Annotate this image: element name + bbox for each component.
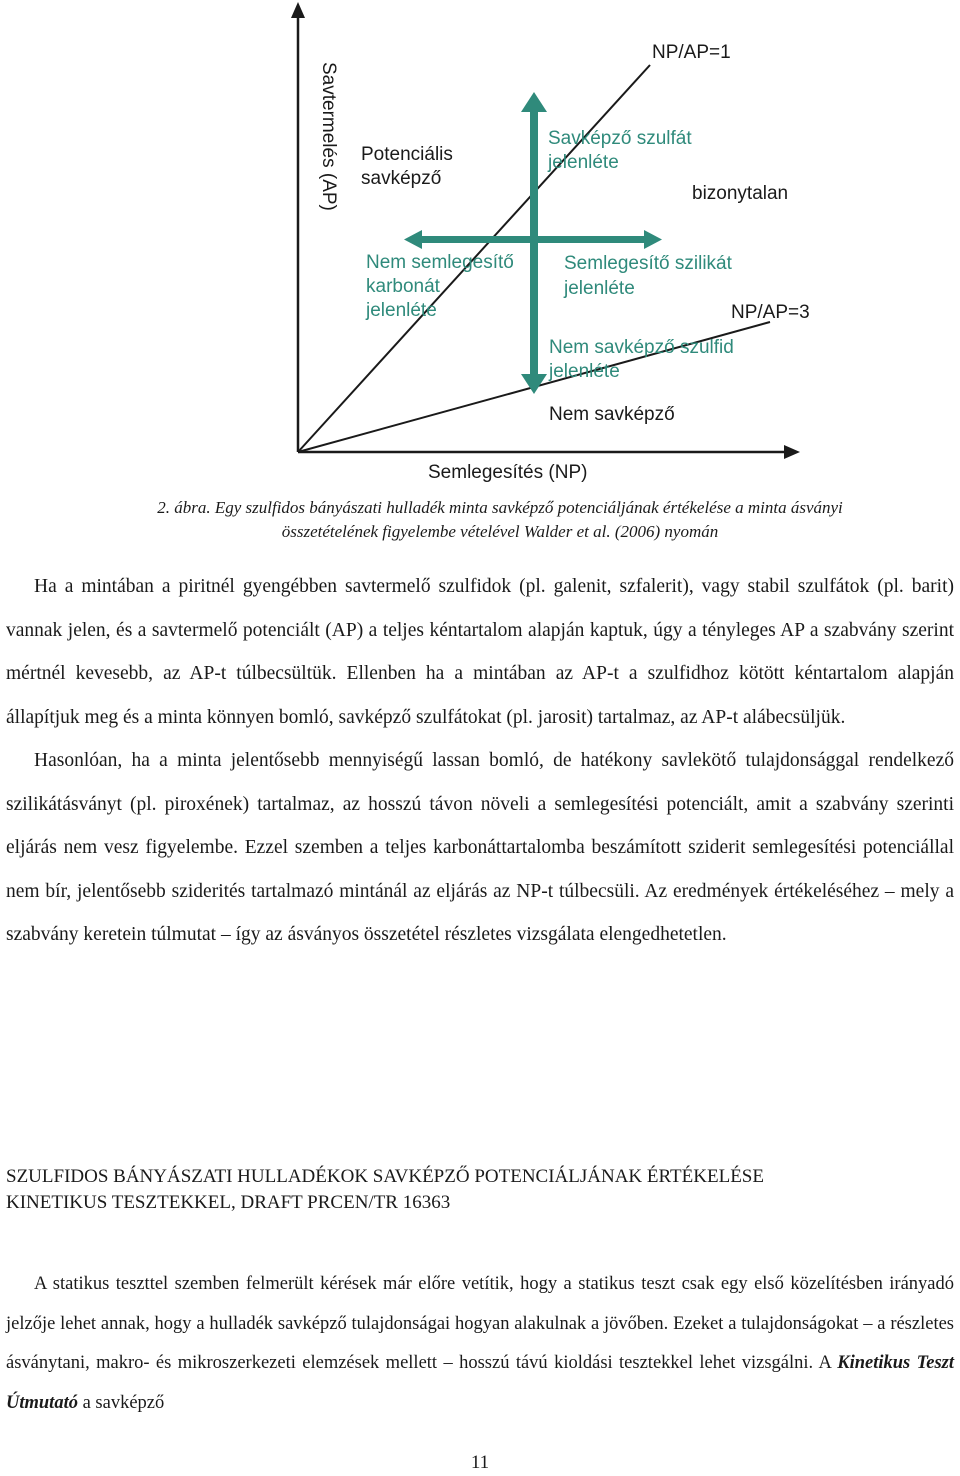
paragraph-3 <box>6 1265 954 1423</box>
caption-text-2: összetételének figyelembe vételével Walder et al. (2006) nyomán <box>281 522 719 541</box>
acid-sulfate-label-1: Savképző szulfát <box>548 128 692 149</box>
non-acid-sulfide-label-1: Nem savképző szulfid <box>549 337 734 358</box>
figure-caption <box>70 496 930 544</box>
paragraph-3-emphasis: Kinetikus Teszt Útmutató <box>6 1353 954 1413</box>
np-ap-3-label: NP/AP=3 <box>731 302 810 323</box>
non-acid-sulfide-label-2: jelenléte <box>549 361 620 382</box>
neutralising-silicate-label-1: Semlegesítő szilikát <box>564 253 732 274</box>
vertical-arrow-shaft <box>530 108 538 380</box>
x-axis-arrowhead <box>784 445 800 459</box>
paragraph-2: Hasonlóan, ha a minta jelentősebb mennyiségű lassan bomló, de hatékony savlekötő tulajdonsággal rendelkező szilikátásványt (pl. piroxének) tartalmaz, az hosszú távon növeli a semlegesítési potenciált, amit a szabvány szerinti eljárás nem vesz figyelembe. Ezzel szemben a teljes karbonáttartalomba beszámított sziderit semlegesítési potenciállal nem bír, jelentősebb sziderités tartalmazó mintánál az eljárás az NP-t túlbecsüli. Az eredmények értékeléséhez – mely a szabvány keretein túlmutat – így az ásványos összetétel részletes vizsgálata elengedhetetlen. <box>6 750 954 945</box>
section-heading-line-1: SZULFIDOS BÁNYÁSZATI HULLADÉKOK SAVKÉPZŐ POTENCIÁLJÁNAK ÉRTÉKELÉSE <box>6 1166 764 1187</box>
uncertain-label: bizonytalan <box>692 183 789 204</box>
section-heading <box>6 1164 954 1216</box>
page-number: 11 <box>470 1452 490 1473</box>
caption-number: 2. ábra. <box>157 498 211 517</box>
paragraph-3-text-b: a savképző <box>82 1392 165 1413</box>
caption-text-1: Egy szulfidos bányászati hulladék minta savképző potenciáljának értékelése a minta ásványi <box>214 498 843 517</box>
paragraph-1: Ha a mintában a piritnél gyengébben savtermelő szulfidok (pl. galenit, szfalerit), vagy stabil szulfátok (pl. barit) vannak jelen, és a savtermelő potenciált (AP) a teljes kéntartalom alapján kaptuk, úgy a tényleges AP a szabvány szerint mértnél kevesebb, az AP-t túlbecsültük. Ellenben ha a mintában az AP-t a szulfidhoz kötött kéntartalom alapján állapítjuk meg és a minta könnyen bomló, savképző szulfátokat (pl. jarosit) tartalmaz, az AP-t alábecsüljük. <box>6 576 954 728</box>
non-neutralising-carbonate-label-3: jelenléte <box>366 300 437 321</box>
paragraph-3-text-a: A statikus teszttel szemben felmerült kérések már előre vetítik, hogy a statikus teszt csak egy első közelítésben irányadó jelzője lehet annak, hogy a hulladék savképző tulajdonságai hogyan alakulnak a jövőben. Ezeket a tulajdonságokat – a részletes ásványtani, makro- és mikroszerkezeti elemzések mellett – hosszú távú kioldási tesztekkel lehet vizsgálni. A <box>6 1274 954 1373</box>
arrow-left-head <box>404 230 422 249</box>
y-axis-label: Savtermelés (AP) <box>318 62 339 211</box>
arrow-up-head <box>521 92 547 112</box>
non-acid-label: Nem savképző <box>549 404 675 425</box>
y-axis-arrowhead <box>291 2 305 18</box>
non-neutralising-carbonate-label-2: karbonát <box>366 276 440 297</box>
potential-acid-label-2: savképző <box>361 168 442 189</box>
body-text-block <box>6 565 954 957</box>
acid-sulfate-label-2: jelenléte <box>548 152 619 173</box>
figure-ap-np-diagram <box>0 0 960 490</box>
potential-acid-label-1: Potenciális <box>361 144 453 165</box>
arrow-right-head <box>644 230 662 249</box>
neutralising-silicate-label-2: jelenléte <box>564 278 635 299</box>
x-axis-label: Semlegesítés (NP) <box>428 462 588 483</box>
np-ap-1-label: NP/AP=1 <box>652 42 731 63</box>
diagram-svg <box>0 0 960 490</box>
non-neutralising-carbonate-label-1: Nem semlegesítő <box>366 252 514 273</box>
horizontal-arrow-shaft <box>418 236 646 243</box>
section-heading-line-2: KINETIKUS TESZTEKKEL, DRAFT PRCEN/TR 16363 <box>6 1192 451 1213</box>
